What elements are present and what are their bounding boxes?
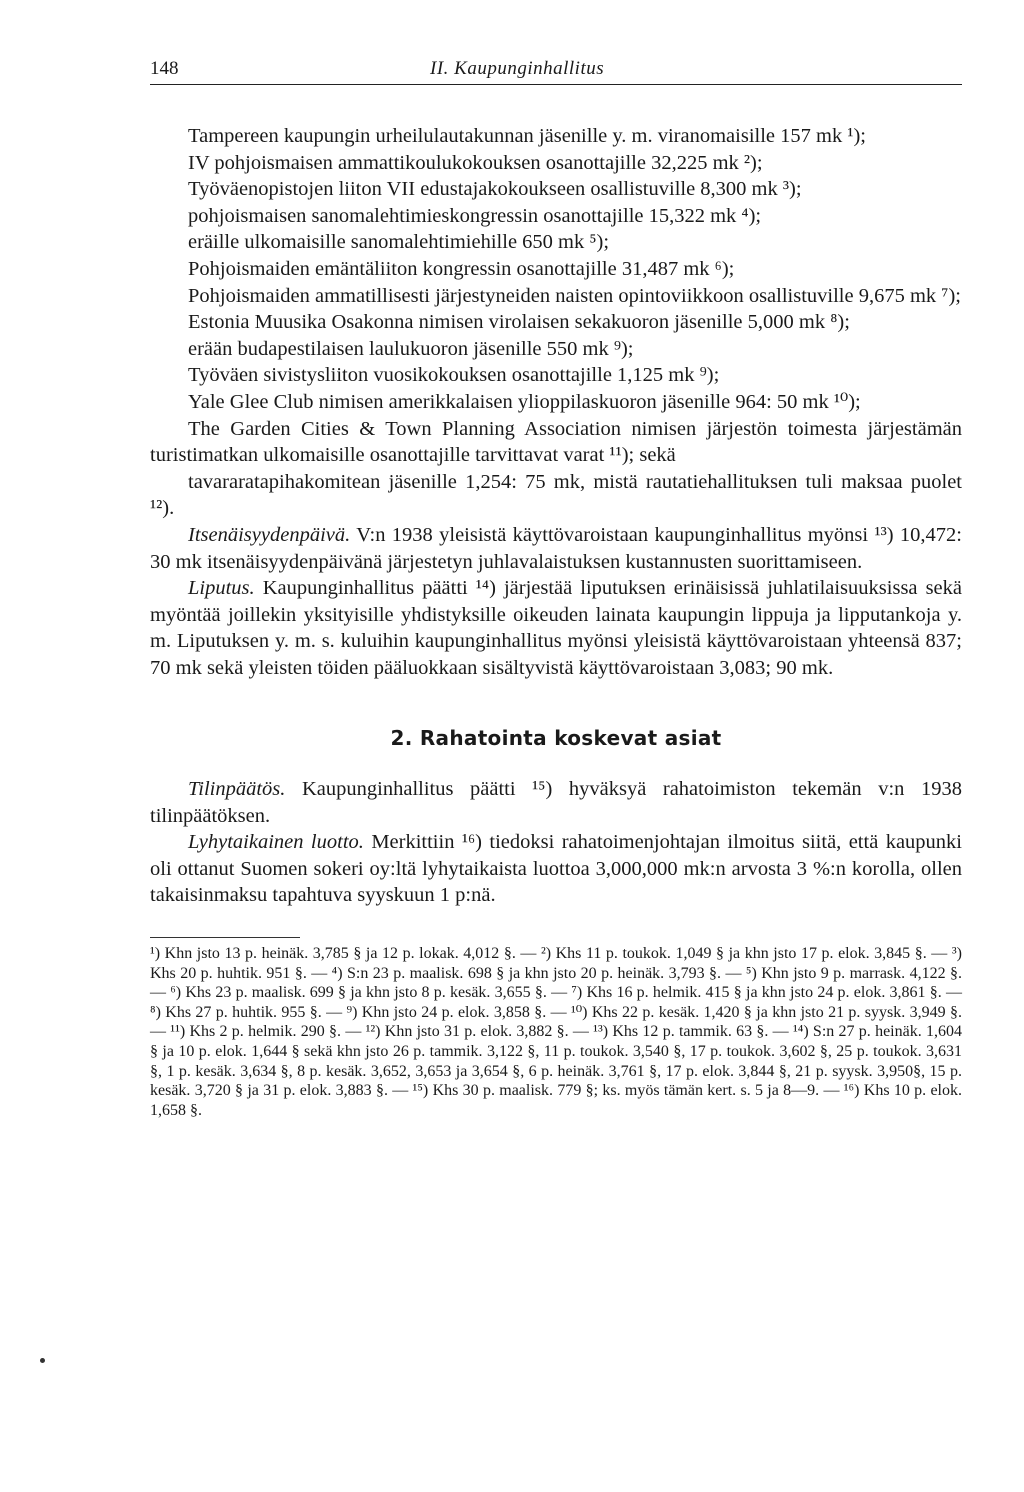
margin-speck [40, 1358, 45, 1363]
document-page [150, 58, 962, 1120]
grant-list [150, 123, 962, 522]
list-item: The Garden Cities & Town Planning Association nimisen järjestön toimesta järjestämän turistimatkan ulkomaisille osanottajille tarvittavat varat ¹¹); sekä [150, 417, 962, 467]
page-number: 148 [150, 58, 179, 79]
paragraph-text: V:n 1938 yleisistä käyttövaroistaan kaupunginhallitus myönsi ¹³) 10,472: 30 mk itsenäisyydenpäivänä järjestetyn juhlavalaistuksen kustannusten suorittamiseen. [150, 523, 962, 573]
paragraph-lead: Itsenäisyydenpäivä. [188, 523, 351, 546]
paragraph-lead: Liputus. [188, 577, 255, 600]
section-heading: 2. Rahatointa koskevat asiat [390, 726, 722, 751]
list-item: Yale Glee Club nimisen amerikkalaisen ylioppilaskuoron jäsenille 964: 50 mk ¹⁰); [188, 390, 861, 413]
footnote-divider [150, 937, 300, 938]
paragraph-lead: Lyhytaikainen luotto. [188, 831, 364, 854]
paragraph-tilinpaatos [150, 776, 962, 829]
paragraph-itsenaisyydenpaiva [150, 522, 962, 575]
paragraph-text: Merkittiin ¹⁶) tiedoksi rahatoimenjohtajan ilmoitus siitä, että kaupunki oli ottanut Suomen sokeri oy:ltä lyhytaikaista luottoa 3,000,000 mk:n arvosta 3 %:n korolla, ollen takaisinmaksu tapahtuva syyskuun 1 p:nä. [150, 831, 962, 907]
main-text [150, 123, 962, 1120]
list-item: Työväenopistojen liiton VII edustajakokoukseen osallistuville 8,300 mk ³); [188, 178, 802, 201]
list-item: IV pohjoismaisen ammattikoulukokouksen osanottajille 32,225 mk ²); [188, 151, 763, 174]
footnotes: ¹) Khn jsto 13 p. heinäk. 3,785 § ja 12 p. lokak. 4,012 §. — ²) Khs 11 p. toukok. 1,049 § ja khn jsto 17 p. elok. 3,845 §. — ³) Khs 20 p. huhtik. 951 §. — ⁴) S:n 23 p. maalisk. 698 § ja khn jsto 20 p. heinäk. 3,793 §. — ⁵) Khn jsto 9 p. marrask. 4,122 §. — ⁶) Khs 23 p. maalisk. 699 § ja khn jsto 8 p. kesäk. 3,655 §. — ⁷) Khs 16 p. helmik. 415 § ja khn jsto 24 p. elok. 3,861 §. — ⁸) Khs 27 p. huhtik. 955 §. — ⁹) Khn jsto 24 p. elok. 3,858 §. — ¹⁰) Khs 22 p. kesäk. 1,420 § ja khn jsto 21 p. syysk. 3,949 §. — ¹¹) Khs 2 p. helmik. 290 §. — ¹²) Khn jsto 31 p. elok. 3,882 §. — ¹³) Khs 12 p. tammik. 63 §. — ¹⁴) S:n 27 p. heinäk. 1,604 § ja 10 p. elok. 1,644 § sekä khn jsto 26 p. tammik. 3,122 §, 11 p. toukok. 3,540 §, 17 p. toukok. 3,602 §, 25 p. toukok. 3,631 §, 1 p. kesäk. 3,634 §, 8 p. kesäk. 3,652, 3,653 ja 3,654 §, 6 p. heinäk. 3,761 §, 17 p. elok. 3,844 §, 21 p. syysk. 3,950§, 15 p. kesäk. 3,720 § ja 31 p. elok. 3,883 §. — ¹⁵) Khs 30 p. maalisk. 779 §; ks. myös tämän kert. s. 5 ja 8—9. — ¹⁶) Khs 10 p. elok. 1,658 §. [150, 945, 962, 1119]
paragraph-text: Kaupunginhallitus päätti ¹⁵) hyväksyä rahatoimiston tekemän v:n 1938 tilinpäätöksen. [150, 778, 962, 827]
list-item: tavararatapihakomitean jäsenille 1,254: 75 mk, mistä rautatiehallituksen tuli maksaa puolet ¹²). [150, 470, 962, 520]
list-item: Pohjoismaiden emäntäliiton kongressin osanottajille 31,487 mk ⁶); [188, 257, 735, 280]
list-item: Työväen sivistysliiton vuosikokouksen osanottajille 1,125 mk ⁹); [188, 364, 720, 387]
running-title: II. Kaupunginhallitus [430, 58, 605, 79]
paragraph-text: Kaupunginhallitus päätti ¹⁴) järjestää liputuksen erinäisissä juhlatilaisuuksissa sekä myöntää joillekin yksityisille yhdistyksille oikeuden lainata kaupungin lippuja ja lipputankoja y. m. Liputuksen y. m. s. kuluihin kaupunginhallitus myönsi yleisistä käyttövaroistaan yhteensä 837; 70 mk sekä yleisten töiden pääluokkaan sisältyvistä käyttövaroistaan 3,083; 90 mk. [150, 577, 962, 679]
list-item: Estonia Muusika Osakonna nimisen virolaisen sekakuoron jäsenille 5,000 mk ⁸); [188, 311, 850, 334]
paragraph-liputus [150, 575, 962, 681]
list-item: erään budapestilaisen laulukuoron jäsenille 550 mk ⁹); [188, 337, 634, 360]
list-item: eräille ulkomaisille sanomalehtimiehille 650 mk ⁵); [188, 231, 610, 254]
paragraph-lyhytaikainen-luotto [150, 829, 962, 909]
running-header [150, 58, 962, 85]
list-item: Tampereen kaupungin urheilulautakunnan jäsenille y. m. viranomaisille 157 mk ¹); [188, 125, 866, 147]
list-item: Pohjoismaiden ammatillisesti järjestyneiden naisten opintoviikkoon osallistuville 9,675 mk ⁷); [188, 284, 961, 307]
list-item: pohjoismaisen sanomalehtimieskongressin osanottajille 15,322 mk ⁴); [188, 204, 762, 227]
paragraph-lead: Tilinpäätös. [188, 778, 286, 801]
